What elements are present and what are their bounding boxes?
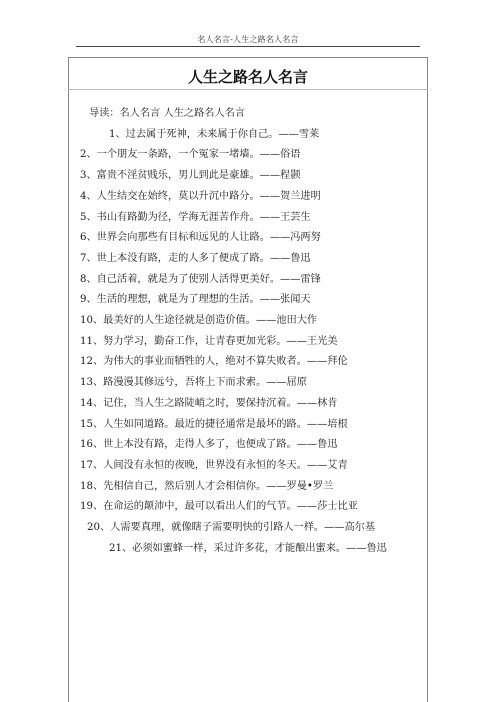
quote-line [80, 415, 420, 436]
quote-number: 3、 [80, 170, 97, 182]
quote-line [80, 477, 420, 498]
quote-line [80, 187, 420, 208]
quote-number: 20、 [87, 522, 111, 534]
quote-text: 先相信自己，然后别人才会相信你。——罗曼•罗兰 [103, 480, 334, 492]
quote-number: 7、 [80, 252, 97, 264]
running-header: 名人名言-人生之路名人名言 [197, 35, 299, 44]
quote-number: 8、 [80, 273, 97, 285]
document-body [80, 104, 420, 559]
quote-number: 4、 [80, 190, 97, 202]
quote-text: 自己活着，就是为了使别人活得更美好。——雷锋 [96, 273, 321, 285]
quote-number: 17、 [80, 459, 104, 471]
quote-text: 人生结交在始终，莫以升沉中路分。——贺兰进明 [96, 190, 321, 202]
quote-number: 15、 [80, 418, 104, 430]
quote-number: 6、 [80, 232, 97, 244]
quote-text: 一个朋友一条路，一个冤家一堵墙。——俗语 [96, 149, 301, 161]
quote-number: 1、 [109, 128, 126, 140]
quote-line [80, 394, 420, 415]
quote-text: 世上本没有路，走得人多了，也便成了路。——鲁迅 [103, 439, 338, 451]
quote-line [67, 518, 420, 539]
quote-number: 10、 [80, 315, 104, 327]
document-title: 人生之路名人名言 [187, 68, 308, 86]
quote-text: 生活的理想，就是为了理想的生活。——张闻天 [96, 294, 311, 306]
quote-text: 路漫漫其修远兮，吾将上下而求索。——屈原 [103, 377, 307, 389]
quote-line [80, 539, 420, 560]
quote-number: 16、 [80, 439, 104, 451]
quote-line [80, 166, 420, 187]
quote-number: 21、 [109, 542, 133, 554]
quote-line [80, 311, 420, 332]
quote-text: 书山有路勤为径，学海无涯苦作舟。——王芸生 [96, 211, 311, 223]
intro-text: 导读：名人名言 人生之路名人名言 [89, 108, 246, 119]
quote-text: 过去属于死神，未来属于你自己。——雪莱 [125, 128, 320, 140]
quote-number: 9、 [80, 294, 97, 306]
quote-text: 在命运的颠沛中，最可以看出人们的气节。——莎士比亚 [103, 501, 358, 513]
quote-line [80, 373, 420, 394]
quote-number: 2、 [80, 149, 97, 161]
quote-text: 记住，当人生之路陡峭之时，要保持沉着。——林肯 [103, 397, 338, 409]
title-divider [68, 89, 428, 90]
quote-text: 人生如同道路。最近的捷径通常是最坏的路。——培根 [103, 418, 348, 430]
quote-line [80, 125, 420, 146]
quote-line [80, 290, 420, 311]
quote-text: 人需要真理，就像瞎子需要明快的引路人一样。——高尔基 [110, 522, 376, 534]
quote-line [80, 208, 420, 229]
header-rule [76, 46, 420, 47]
quote-number: 18、 [80, 480, 104, 492]
quote-number: 14、 [80, 397, 104, 409]
quote-text: 世界会向那些有目标和远见的人让路。——冯两努 [96, 232, 321, 244]
quote-number: 5、 [80, 211, 97, 223]
quote-text: 富贵不淫贫贱乐，男儿到此是豪雄。——程颢 [96, 170, 301, 182]
quote-text: 努力学习，勤奋工作，让青春更加光彩。——王光美 [103, 335, 338, 347]
quote-number: 12、 [80, 356, 104, 368]
quote-number: 13、 [80, 377, 104, 389]
quote-text: 世上本没有路，走的人多了便成了路。——鲁迅 [96, 252, 311, 264]
quote-line [80, 228, 420, 249]
quote-line [80, 332, 420, 353]
quote-line [80, 435, 420, 456]
quote-line [80, 456, 420, 477]
quote-text: 为伟大的事业而牺牲的人，绝对不算失败者。——拜伦 [103, 356, 348, 368]
quote-line [80, 145, 420, 166]
quote-line [80, 249, 420, 270]
quote-text: 必须如蜜蜂一样，采过许多花，才能酿出蜜来。——鲁迅 [132, 542, 387, 554]
quote-line [80, 270, 420, 291]
quote-line [80, 352, 420, 373]
quote-number: 19、 [80, 501, 104, 513]
quote-line [80, 497, 420, 518]
quote-text: 人间没有永恒的夜晚，世界没有永恒的冬天。——艾青 [103, 459, 348, 471]
quote-number: 11、 [80, 335, 104, 347]
quote-text: 最美好的人生途径就是创造价值。——池田大作 [103, 315, 318, 327]
